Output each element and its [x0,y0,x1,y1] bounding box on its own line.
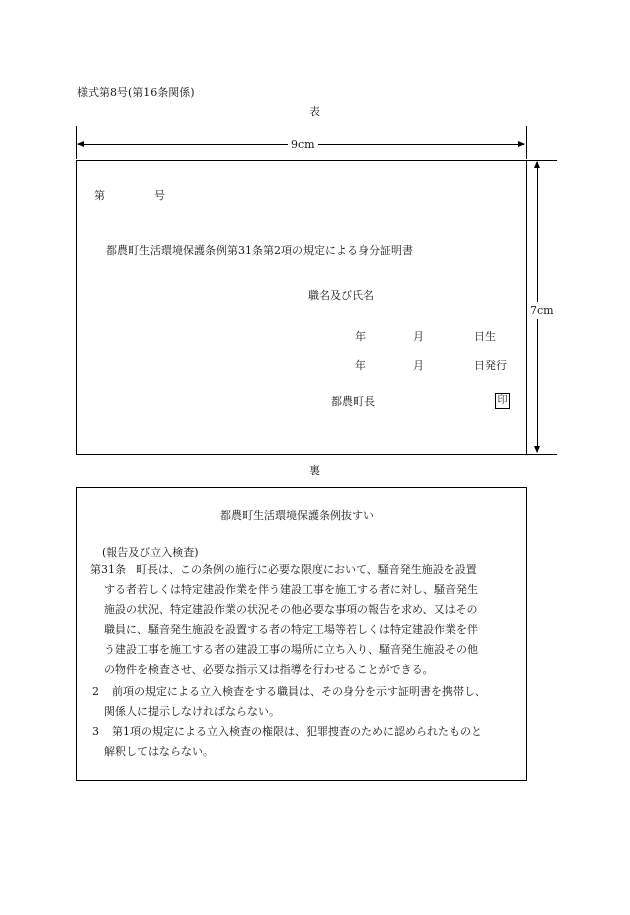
paragraph-line: 関係人に提示しなければならない。 [104,705,280,718]
paragraph-line: 解釈してはならない。 [104,745,214,758]
paragraph-3 [92,722,517,762]
section-heading: (報告及び立入検査) [102,546,199,559]
issue-day: 日発行 [474,359,507,372]
article-31 [90,560,515,680]
back-side-label: 裏 [309,464,320,477]
article-line: する者若しくは特定建設作業を伴う建設工事を施工する者に対し、騒音発生 [104,583,478,596]
paragraph-2-number: 2 [92,685,99,698]
height-extension-bottom [527,454,557,455]
number-suffix: 号 [154,189,165,202]
birth-month: 月 [413,330,424,343]
article-line: の物件を検査させ、必要な指示又は指導を行わせることができる。 [104,663,434,676]
seal-mark: 印 [495,393,510,409]
paragraph-line: 前項の規定による立入検査をする職員は、その身分を示す証明書を携帯し、 [112,685,486,698]
certificate-title: 都農町生活環境保護条例第31条第2項の規定による身分証明書 [106,244,413,257]
width-arrow-right [518,141,525,147]
number-prefix: 第 [94,189,105,202]
issue-year: 年 [355,359,366,372]
width-arrow-left [77,141,84,147]
article-line: う建設工事を施工する者の建設工事の場所に立ち入り、騒音発生施設その他 [104,643,478,656]
birth-day: 日生 [474,330,496,343]
height-arrow-down [534,446,540,453]
width-mark: 9cm [288,139,318,150]
paragraph-line: 第1項の規定による立入検査の権限は、犯罪捜査のために認められたものと [112,725,482,738]
form-number: 様式第8号(第16条関係) [77,86,195,99]
front-card [76,160,527,455]
article-line: 町長は、この条例の施行に必要な限度において、騒音発生施設を設置 [136,563,477,576]
paragraph-2 [92,682,517,722]
width-extension-right [526,126,527,159]
issue-month: 月 [413,359,424,372]
issuer: 都農町長 [331,395,375,408]
name-label: 職名及び氏名 [308,289,374,302]
height-extension-top [527,160,557,161]
front-side-label: 表 [309,105,320,118]
height-mark: 7cm [530,304,554,317]
birth-year: 年 [355,330,366,343]
height-arrow-up [534,161,540,168]
excerpt-title: 都農町生活環境保護条例抜すい [220,509,374,522]
article-line: 施設の状況、特定建設作業の状況その他必要な事項の報告を求め、又はその [104,603,478,616]
paragraph-3-number: 3 [92,725,99,738]
article-line: 職員に、騒音発生施設を設置する者の特定工場等若しくは特定建設作業を伴 [104,623,478,636]
article-label: 第31条 [90,563,126,576]
